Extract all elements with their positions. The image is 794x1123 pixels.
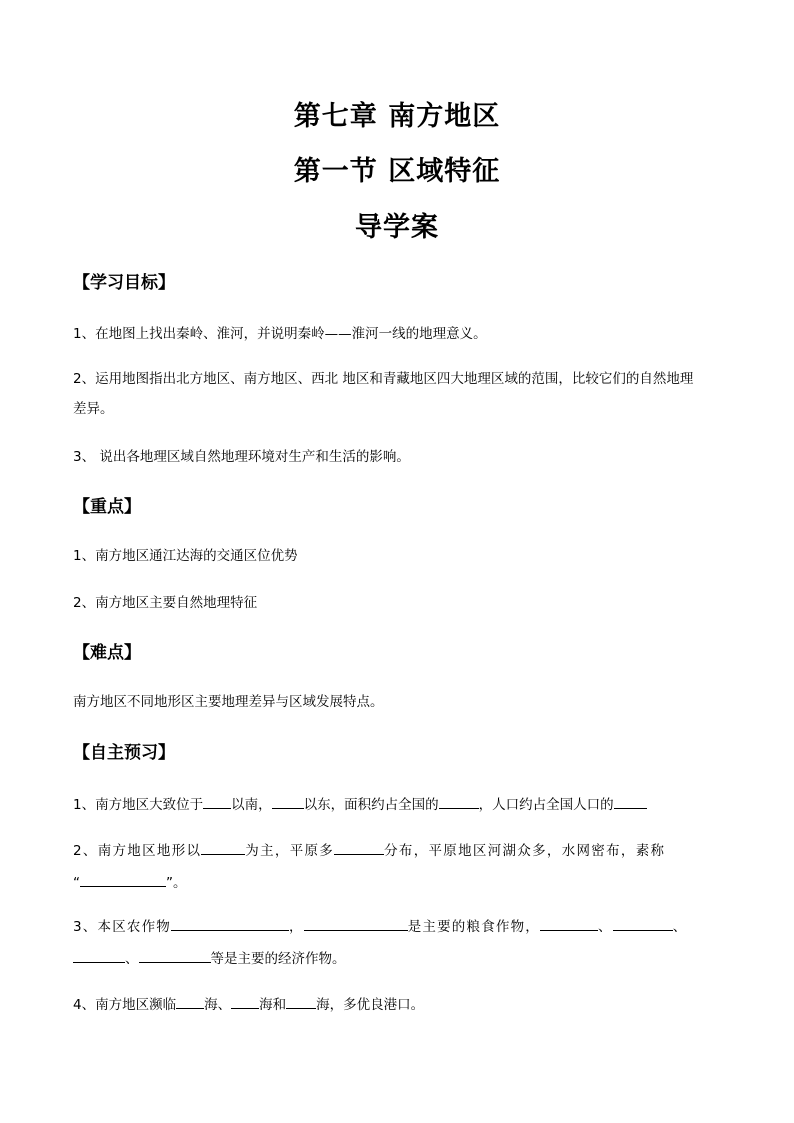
answer-blank[interactable] xyxy=(201,840,245,855)
q3-text-6: 、 xyxy=(125,951,139,967)
q4-text-1: 4、南方地区濒临 xyxy=(73,997,177,1013)
preview-question-4 xyxy=(73,994,424,1014)
answer-blank[interactable] xyxy=(439,794,479,809)
key-point-item-2: 2、南方地区主要自然地理特征 xyxy=(73,595,258,611)
q4-text-2: 海、 xyxy=(204,997,232,1013)
q3-text-3: 是主要的粮食作物， xyxy=(407,919,541,935)
q2-text-3: 分布，平原地区河湖众多，水网密布，素称 xyxy=(384,843,666,859)
key-point-item-1: 1、南方地区通江达海的交通区位优势 xyxy=(73,548,298,564)
objective-item-1: 1、在地图上找出秦岭、淮河，并说明秦岭——淮河一线的地理意义。 xyxy=(73,326,487,342)
objective-item-3: 3、 说出各地理区域自然地理环境对生产和生活的影响。 xyxy=(73,449,410,465)
q1-text-1: 1、南方地区大致位于 xyxy=(73,797,204,813)
q1-text-4: ，人口约占全国人口的 xyxy=(478,797,614,813)
answer-blank[interactable] xyxy=(304,916,408,931)
preview-question-3 xyxy=(73,916,687,936)
q4-text-4: 海，多优良港口。 xyxy=(316,997,425,1013)
q1-text-2: 以南， xyxy=(231,797,272,813)
preview-question-1 xyxy=(73,794,647,814)
chapter-title: 第七章 南方地区 xyxy=(293,101,501,132)
section-title: 第一节 区域特征 xyxy=(293,156,501,187)
q2-text-2: 为主，平原多 xyxy=(245,843,335,859)
difficulties-heading: 【难点】 xyxy=(73,643,141,663)
answer-blank[interactable] xyxy=(176,994,204,1009)
q2-text-1: 2、南方地区地形以 xyxy=(73,843,202,859)
answer-blank[interactable] xyxy=(614,794,647,809)
answer-blank[interactable] xyxy=(203,794,231,809)
answer-blank[interactable] xyxy=(231,994,259,1009)
objective-item-2-continued: 差异。 xyxy=(73,401,114,417)
answer-blank[interactable] xyxy=(73,948,125,963)
q2-text-5: ”。 xyxy=(166,875,187,891)
answer-blank[interactable] xyxy=(540,916,598,931)
q1-text-3: 以东，面积约占全国的 xyxy=(303,797,439,813)
preview-question-3-continued xyxy=(73,948,346,968)
q3-text-7: 等是主要的经济作物。 xyxy=(210,951,346,967)
answer-blank[interactable] xyxy=(80,872,166,887)
difficulty-item-1: 南方地区不同地形区主要地理差异与区域发展特点。 xyxy=(73,694,384,710)
preview-question-2-continued xyxy=(73,872,187,892)
q3-text-1: 3、本区农作物 xyxy=(73,919,171,935)
answer-blank[interactable] xyxy=(272,794,304,809)
q3-text-2: ， xyxy=(289,919,304,935)
q4-text-3: 海和 xyxy=(259,997,287,1013)
objective-item-2: 2、运用地图指出北方地区、南方地区、西北 地区和青藏地区四大地理区域的范围，比较它们的自然地理 xyxy=(73,371,694,387)
preview-heading: 【自主预习】 xyxy=(73,743,175,763)
answer-blank[interactable] xyxy=(139,948,211,963)
preview-question-2 xyxy=(73,840,665,860)
q3-text-5: 、 xyxy=(672,919,688,935)
objectives-heading: 【学习目标】 xyxy=(73,273,175,293)
q3-text-4: 、 xyxy=(598,919,613,935)
answer-blank[interactable] xyxy=(171,916,289,931)
q2-text-4: “ xyxy=(73,875,80,891)
key-points-heading: 【重点】 xyxy=(73,497,141,517)
answer-blank[interactable] xyxy=(613,916,673,931)
answer-blank[interactable] xyxy=(334,840,384,855)
document-title: 导学案 xyxy=(355,212,439,243)
answer-blank[interactable] xyxy=(286,994,316,1009)
